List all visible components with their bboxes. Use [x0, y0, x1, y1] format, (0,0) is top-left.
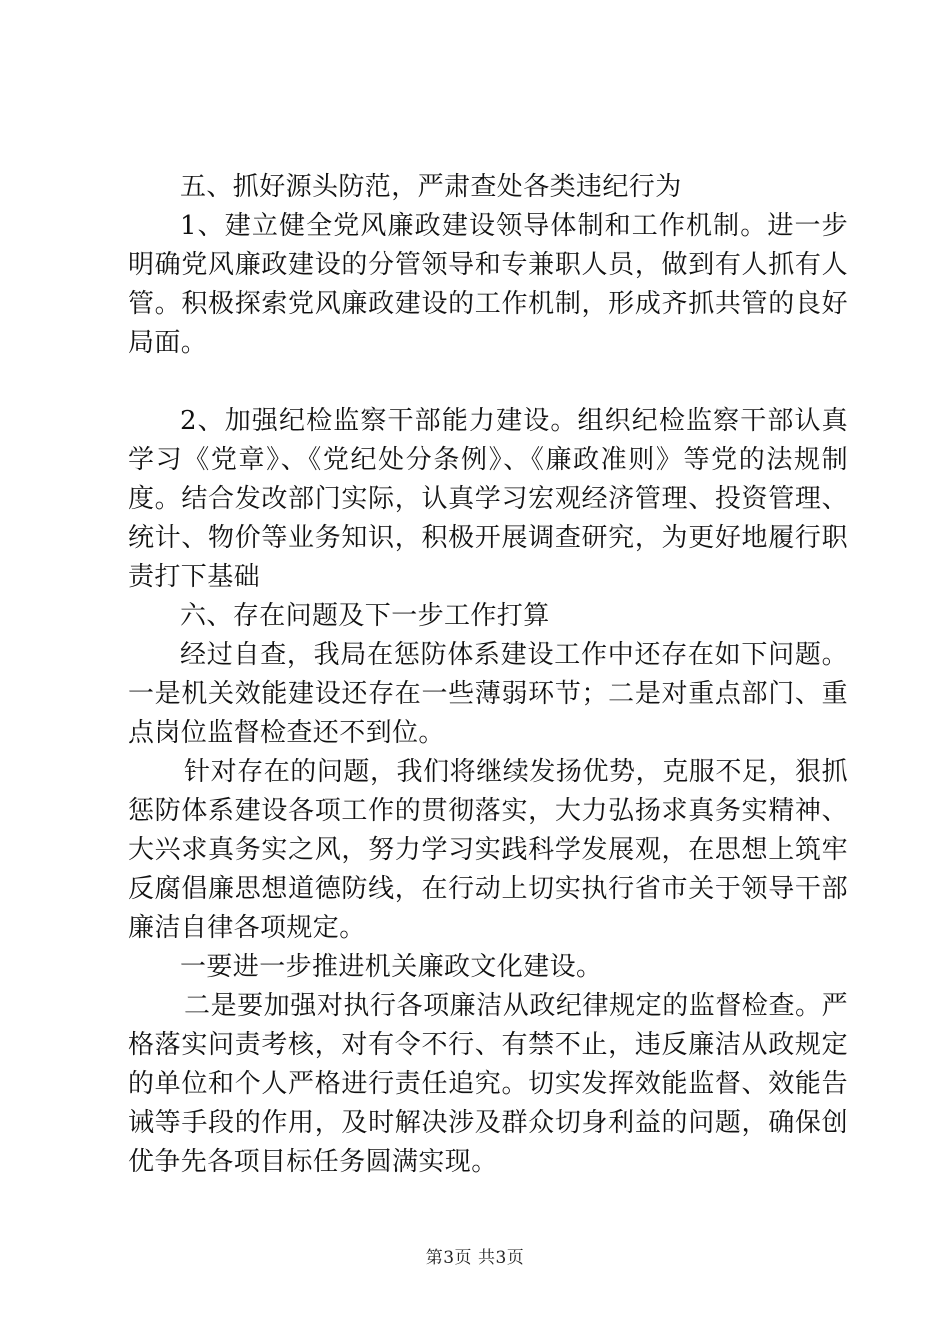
paragraph-spacer: [128, 363, 848, 402]
page-number-footer: 第3页 共3页: [425, 1248, 525, 1268]
section-heading-five: 五、抓好源头防范，严肃查处各类违纪行为: [180, 172, 682, 202]
paragraph-plan-one: 一要进一步推进机关廉政文化建设。: [180, 952, 603, 982]
paragraph-item-2: 2、加强纪检监察干部能力建设。组织纪检监察干部认真学习《党章》、《党纪处分条例》、《廉政准则》等党的法规制度。结合发改部门实际，认真学习宏观经济管理、投资管理、统计、物价等业务知识，积极开展调查研究，为更好地履行职责打下基础: [128, 406, 848, 592]
paragraph-plan-two: 二是要加强对执行各项廉洁从政纪律规定的监督检查。严格落实问责考核，对有令不行、有禁不止，违反廉洁从政规定的单位和个人严格进行责任追究。切实发挥效能监督、效能告诫等手段的作用，及时解决涉及群众切身利益的问题，确保创优争先各项目标任务圆满实现。: [128, 991, 848, 1177]
paragraph-self-check: 经过自查，我局在惩防体系建设工作中还存在如下问题。一是机关效能建设还存在一些薄弱环节；二是对重点部门、重点岗位监督检查还不到位。: [128, 640, 848, 748]
paragraph-response: 针对存在的问题，我们将继续发扬优势，克服不足，狠抓惩防体系建设各项工作的贯彻落实，大力弘扬求真务实精神、大兴求真务实之风，努力学习实践科学发展观，在思想上筑牢反腐倡廉思想道德防线，在行动上切实执行省市关于领导干部廉洁自律各项规定。: [128, 757, 848, 943]
document-body: [128, 168, 848, 1182]
paragraph-item-1: 1、建立健全党风廉政建设领导体制和工作机制。进一步明确党风廉政建设的分管领导和专兼职人员，做到有人抓有人管。积极探索党风廉政建设的工作机制，形成齐抓共管的良好局面。: [128, 211, 848, 358]
section-heading-six: 六、存在问题及下一步工作打算: [180, 601, 550, 631]
